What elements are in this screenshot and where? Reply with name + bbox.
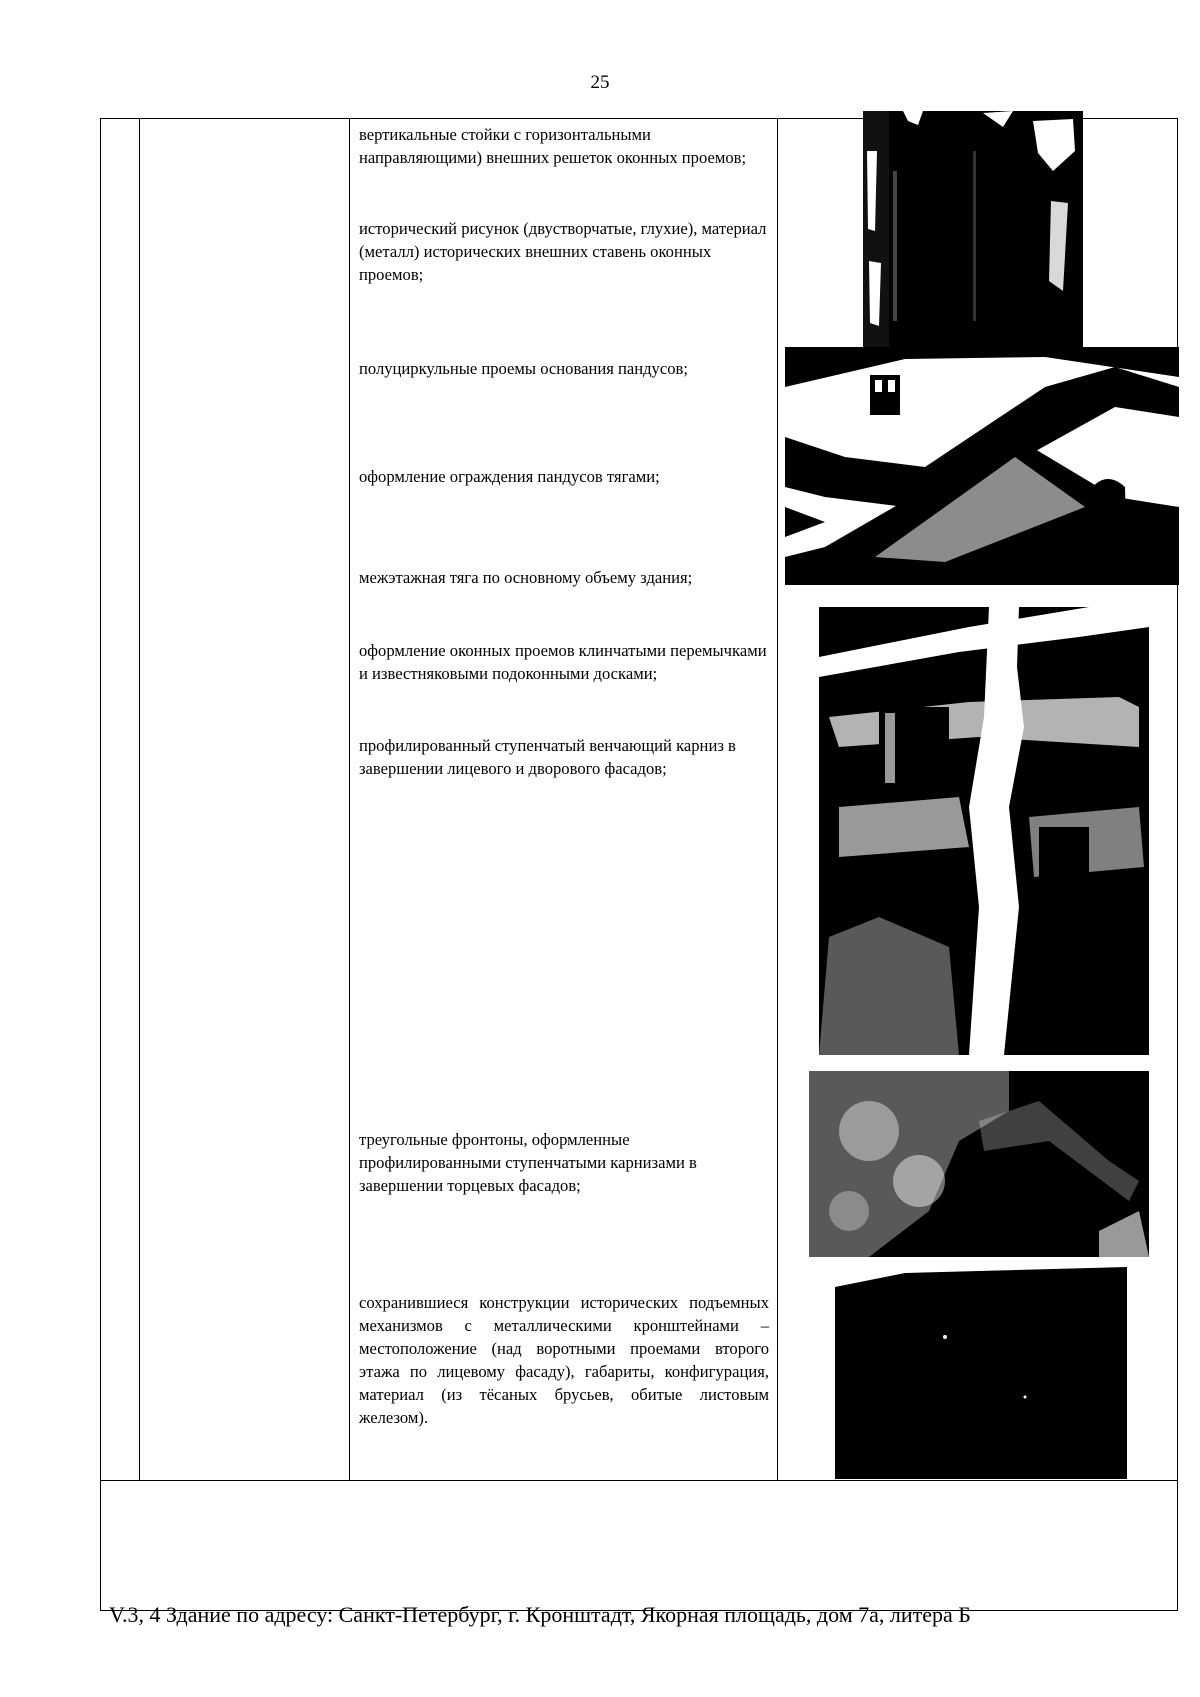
address-row: V.3, 4 Здание по адресу: Санкт-Петербург, г. Кронштадт, Якорная площадь, дом 7а, литера Б: [109, 1602, 971, 1627]
feature-item-window-grilles: вертикальные стойки с горизонтальными направляющими) внешних решеток оконных проемов;: [359, 125, 747, 167]
lifting-mechanism-photo: [835, 1267, 1127, 1479]
gable-tree-image: [809, 1071, 1149, 1257]
ramp-pediment-image: [785, 347, 1179, 585]
feature-item-ramp-openings: полуциркульные проемы основания пандусов;: [359, 359, 688, 378]
lifting-mechanism-image: [835, 1267, 1127, 1479]
column-divider-3: [777, 119, 778, 1480]
facade-cornice-photo: [819, 607, 1149, 1055]
protected-features-table: [100, 118, 1178, 1627]
ramp-pediment-photo: [785, 347, 1179, 585]
column-divider-2: [349, 119, 350, 1480]
row-divider: [101, 1480, 1177, 1481]
feature-item-lifting-mechanisms: сохранившиеся конструкции исторических подъемных механизмов с металлическими кронштейнами – местоположение (над воротными проемами второго этажа по лицевому фасаду), габариты, конфигурация, материал (из тёсаных брусьев, обитые листовым железом).: [359, 1293, 769, 1427]
column-divider-1: [139, 119, 140, 1480]
feature-item-shutters: исторический рисунок (двустворчатые, глухие), материал (металл) исторических внешних ставень оконных проемов;: [359, 219, 767, 284]
feature-item-floor-belt: межэтажная тяга по основному объему здания;: [359, 568, 693, 587]
gable-tree-photo: [809, 1071, 1149, 1257]
feature-item-window-lintels: оформление оконных проемов клинчатыми перемычками и известняковыми подоконными досками;: [359, 641, 767, 683]
feature-item-cornice: профилированный ступенчатый венчающий карниз в завершении лицевого и дворового фасадов;: [359, 736, 736, 778]
window-grille-photo: [863, 111, 1083, 359]
page-number: 25: [590, 72, 610, 93]
window-grille-image: [863, 111, 1083, 359]
feature-item-ramp-railings: оформление ограждения пандусов тягами;: [359, 467, 660, 486]
feature-item-pediments: треугольные фронтоны, оформленные профилированными ступенчатыми карнизами в завершении торцевых фасадов;: [359, 1130, 697, 1195]
facade-cornice-image: [819, 607, 1149, 1055]
